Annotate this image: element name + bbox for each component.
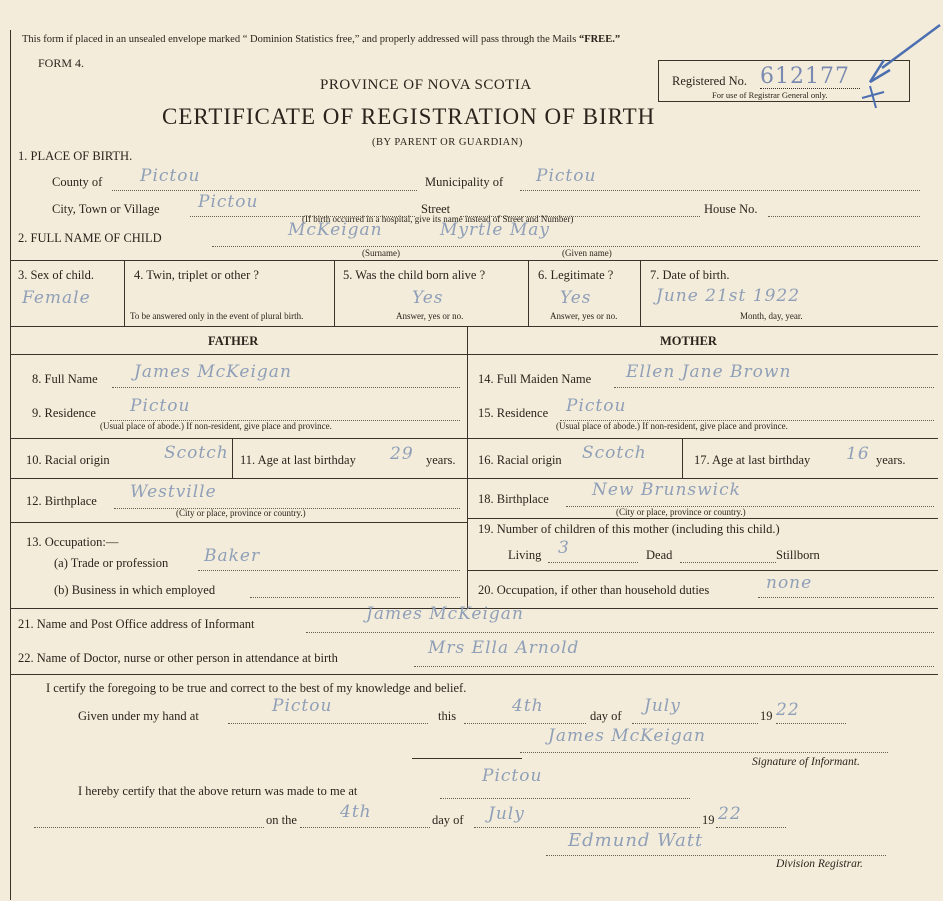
- given-year-prefix: 19: [760, 709, 773, 723]
- child-surname: McKeigan: [288, 220, 383, 240]
- mother-header: MOTHER: [660, 334, 717, 348]
- street-label: Street: [421, 202, 451, 216]
- province-heading: PROVINCE OF NOVA SCOTIA: [320, 77, 532, 93]
- certificate-subtitle: (BY PARENT OR GUARDIAN): [372, 137, 523, 148]
- registrar-signature: Edmund Watt: [568, 830, 704, 851]
- legitimate-label: 6. Legitimate ?: [538, 268, 614, 282]
- city-label: City, Town or Village: [52, 202, 160, 216]
- certify-statement: I certify the foregoing to be true and correct to the best of my knowledge and belief.: [46, 681, 467, 695]
- registrar-statement: I hereby certify that the above return was made to me at: [78, 784, 358, 798]
- hospital-note: (If birth occurred in a hospital, give its name instead of Street and Number): [302, 214, 574, 224]
- twin-label: 4. Twin, triplet or other ?: [134, 268, 259, 282]
- city-value: Pictou: [198, 192, 259, 212]
- twin-note: To be answered only in the event of plural birth.: [130, 311, 304, 321]
- father-age-unit: years.: [426, 453, 456, 467]
- living-value: 3: [558, 538, 570, 558]
- county-label: County of: [52, 175, 103, 189]
- father-race-label: 10. Racial origin: [26, 453, 110, 467]
- birth-date-value: June 21st 1922: [656, 286, 801, 306]
- trade-value: Baker: [204, 546, 261, 566]
- sex-value: Female: [22, 288, 91, 308]
- alive-label: 5. Was the child born alive ?: [343, 268, 486, 282]
- trade-label: (a) Trade or profession: [54, 556, 169, 570]
- mother-age-unit: years.: [876, 453, 906, 467]
- mother-occupation-label: 20. Occupation, if other than household duties: [478, 583, 710, 597]
- mother-name-label: 14. Full Maiden Name: [478, 372, 592, 386]
- given-day-of-label: day of: [590, 709, 622, 723]
- mother-age-label: 17. Age at last birthday: [694, 453, 811, 467]
- legitimate-note: Answer, yes or no.: [550, 311, 618, 321]
- mother-occupation-value: none: [766, 573, 813, 593]
- child-name-label: 2. FULL NAME OF CHILD: [18, 231, 162, 245]
- alive-value: Yes: [412, 288, 444, 308]
- registrar-year-value: 22: [718, 804, 742, 824]
- place-of-birth-section: 1. PLACE OF BIRTH.: [18, 149, 133, 163]
- mother-residence-label: 15. Residence: [478, 406, 549, 420]
- alive-note: Answer, yes or no.: [396, 311, 464, 321]
- pen-mark-icon: [840, 20, 943, 120]
- attendant-label: 22. Name of Doctor, nurse or other person in attendance at birth: [18, 651, 338, 665]
- father-age-label: 11. Age at last birthday: [240, 453, 356, 467]
- birth-date-note: Month, day, year.: [740, 311, 803, 321]
- registrar-month-value: July: [488, 804, 525, 824]
- mother-race-label: 16. Racial origin: [478, 453, 562, 467]
- registered-value: 612177: [760, 64, 850, 89]
- mother-race-value: Scotch: [582, 443, 647, 463]
- informant-value: James McKeigan: [366, 604, 524, 624]
- given-under-label: Given under my hand at: [78, 709, 199, 723]
- father-birthplace-label: 12. Birthplace: [26, 494, 97, 508]
- mother-residence-note: (Usual place of abode.) If non-resident, give place and province.: [556, 421, 788, 431]
- mother-age-value: 16: [846, 444, 870, 464]
- registrar-day-value: 4th: [340, 802, 372, 822]
- mother-birthplace-label: 18. Birthplace: [478, 492, 549, 506]
- mother-residence-value: Pictou: [566, 396, 627, 416]
- on-the-label: on the: [266, 813, 297, 827]
- father-residence-value: Pictou: [130, 396, 191, 416]
- given-day-value: 4th: [512, 696, 544, 716]
- legitimate-value: Yes: [560, 288, 592, 308]
- sex-label: 3. Sex of child.: [18, 268, 95, 282]
- registrar-signature-label: Division Registrar.: [776, 858, 863, 870]
- father-name-label: 8. Full Name: [32, 372, 98, 386]
- registrar-day-of-label: day of: [432, 813, 464, 827]
- business-label: (b) Business in which employed: [54, 583, 216, 597]
- father-race-value: Scotch: [164, 443, 229, 463]
- dead-label: Dead: [646, 548, 673, 562]
- surname-note: (Surname): [362, 248, 400, 258]
- father-header: FATHER: [208, 334, 259, 348]
- child-given-name: Myrtle May: [440, 220, 551, 240]
- attendant-value: Mrs Ella Arnold: [428, 638, 580, 658]
- municipality-label: Municipality of: [425, 175, 504, 189]
- birth-date-label: 7. Date of birth.: [650, 268, 730, 282]
- father-residence-label: 9. Residence: [32, 406, 96, 420]
- certificate-title: CERTIFICATE OF REGISTRATION OF BIRTH: [162, 104, 656, 129]
- given-place-value: Pictou: [272, 696, 333, 716]
- registered-label: Registered No.: [672, 74, 747, 88]
- informant-signature-label: Signature of Informant.: [752, 756, 860, 768]
- given-name-note: (Given name): [562, 248, 612, 258]
- mother-birthplace-value: New Brunswick: [592, 480, 741, 500]
- occupation-label: 13. Occupation:—: [26, 535, 119, 549]
- registrar-note: For use of Registrar General only.: [712, 90, 828, 100]
- registrar-place-value: Pictou: [482, 766, 543, 786]
- mailing-notice-text: This form if placed in an unsealed envelope marked “ Dominion Statistics free,” and properly addressed will pass through the Mails: [22, 34, 577, 45]
- mailing-notice: [22, 34, 620, 45]
- father-age-value: 29: [390, 444, 414, 464]
- given-year-value: 22: [776, 700, 800, 720]
- form-number: FORM 4.: [38, 56, 85, 70]
- informant-label: 21. Name and Post Office address of Informant: [18, 617, 255, 631]
- free-label: “FREE.”: [578, 34, 621, 45]
- informant-signature: James McKeigan: [548, 726, 706, 746]
- this-label: this: [438, 709, 457, 723]
- living-label: Living: [508, 548, 542, 562]
- mother-name-value: Ellen Jane Brown: [626, 362, 792, 382]
- father-name-value: James McKeigan: [134, 362, 292, 382]
- registrar-year-prefix: 19: [702, 813, 715, 827]
- house-label: House No.: [704, 202, 758, 216]
- father-birthplace-note: (City or place, province or country.): [176, 508, 306, 518]
- father-birthplace-value: Westville: [130, 482, 217, 502]
- children-count-label: 19. Number of children of this mother (including this child.): [478, 522, 780, 536]
- stillborn-label: Stillborn: [776, 548, 820, 562]
- given-month-value: July: [644, 696, 681, 716]
- county-value: Pictou: [140, 166, 201, 186]
- municipality-value: Pictou: [536, 166, 597, 186]
- father-residence-note: (Usual place of abode.) If non-resident, give place and province.: [100, 421, 332, 431]
- mother-birthplace-note: (City or place, province or country.): [616, 507, 746, 517]
